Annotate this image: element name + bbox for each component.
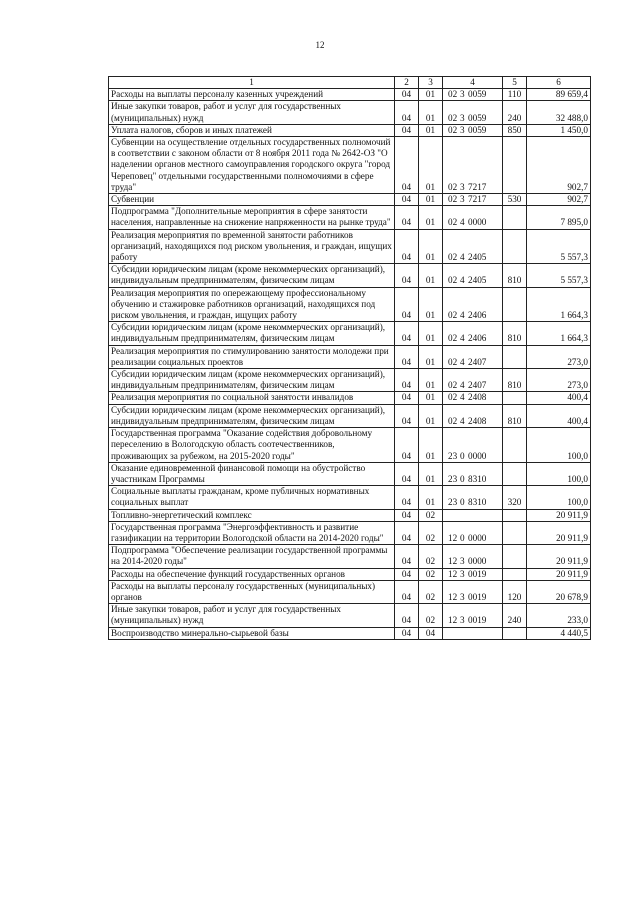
table-row — [109, 462, 591, 485]
subsection-cell: 02 — [419, 568, 443, 580]
target-article-part: 2406 — [468, 333, 487, 344]
table-row — [109, 521, 591, 544]
expense-type-cell: 110 — [503, 89, 527, 101]
table-row — [109, 486, 591, 509]
section-cell: 04 — [395, 322, 419, 345]
amount-cell: 233,0 — [527, 604, 591, 627]
section-cell: 04 — [395, 137, 419, 194]
target-article-part: 4 — [460, 275, 465, 286]
section-cell: 04 — [395, 345, 419, 368]
subsection-cell: 02 — [419, 580, 443, 603]
target-article-cell — [443, 369, 503, 392]
header-cell: 3 — [419, 77, 443, 89]
subsection-cell: 01 — [419, 101, 443, 124]
budget-table — [108, 76, 591, 640]
target-article-part: 0059 — [468, 89, 487, 100]
target-article-part: 0 — [460, 450, 465, 461]
item-name-cell: Реализация мероприятия по временной занятости работников организаций, находящихся под риском увольнения, и граждан, ищущих работу — [109, 229, 395, 264]
target-article-cell — [443, 462, 503, 485]
section-cell: 04 — [395, 392, 419, 404]
amount-cell: 5 557,3 — [527, 264, 591, 287]
table-row — [109, 509, 591, 521]
target-article-cell — [443, 264, 503, 287]
item-name-cell: Подпрограмма "Дополнительные мероприятия в сфере занятости населения, направленные на снижение напряженности на рынке труда" — [109, 206, 395, 229]
table-row — [109, 101, 591, 124]
target-article-part: 4 — [460, 392, 465, 403]
target-article-part: 2405 — [468, 275, 487, 286]
target-article-cell — [443, 521, 503, 544]
section-cell: 04 — [395, 486, 419, 509]
section-cell: 04 — [395, 627, 419, 639]
amount-cell: 902,7 — [527, 137, 591, 194]
item-name-cell: Расходы на выплаты персоналу государственных (муниципальных) органов — [109, 580, 395, 603]
target-article-part: 2408 — [468, 392, 487, 403]
section-cell: 04 — [395, 101, 419, 124]
expense-type-cell — [503, 137, 527, 194]
target-article-part: 2407 — [468, 356, 487, 367]
expense-type-cell: 240 — [503, 604, 527, 627]
section-cell: 04 — [395, 404, 419, 427]
target-article-part: 4 — [460, 415, 465, 426]
target-article-part: 0059 — [468, 124, 487, 135]
expense-type-cell — [503, 462, 527, 485]
amount-cell: 273,0 — [527, 369, 591, 392]
expense-type-cell — [503, 627, 527, 639]
expense-type-cell: 810 — [503, 404, 527, 427]
table-row — [109, 229, 591, 264]
table-header-row — [109, 77, 591, 89]
item-name-cell: Реализация мероприятия по стимулированию занятости молодежи при реализации социальных проектов — [109, 345, 395, 368]
target-article-part: 4 — [460, 252, 465, 263]
target-article-part: 12 — [448, 615, 458, 626]
amount-cell: 32 488,0 — [527, 101, 591, 124]
target-article-part: 0019 — [468, 615, 487, 626]
subsection-cell: 01 — [419, 229, 443, 264]
target-article-part: 3 — [460, 591, 465, 602]
header-cell: 5 — [503, 77, 527, 89]
subsection-cell: 01 — [419, 194, 443, 206]
target-article-part: 12 — [448, 591, 458, 602]
item-name-cell: Субвенции на осуществление отдельных государственных полномочий в соответствии с законом области от 8 ноября 2011 года № 2642-ОЗ "О наделении органов местного самоуправления городского округа "город Череповец" отдельными государственными полномочиями в сфере труда" — [109, 137, 395, 194]
expense-type-cell: 810 — [503, 264, 527, 287]
subsection-cell: 01 — [419, 486, 443, 509]
subsection-cell: 02 — [419, 604, 443, 627]
target-article-cell — [443, 137, 503, 194]
expense-type-cell — [503, 568, 527, 580]
table-row — [109, 194, 591, 206]
subsection-cell: 01 — [419, 404, 443, 427]
subsection-cell: 01 — [419, 264, 443, 287]
target-article-part: 0000 — [468, 217, 487, 228]
section-cell: 04 — [395, 428, 419, 463]
amount-cell: 400,4 — [527, 392, 591, 404]
target-article-part: 4 — [460, 380, 465, 391]
table-row — [109, 264, 591, 287]
target-article-cell — [443, 124, 503, 136]
target-article-part: 02 — [448, 333, 458, 344]
target-article-part: 0 — [460, 497, 465, 508]
item-name-cell: Субсидии юридическим лицам (кроме некоммерческих организаций), индивидуальным предпринимателям, физическим лицам — [109, 264, 395, 287]
target-article-cell — [443, 101, 503, 124]
target-article-part: 02 — [448, 380, 458, 391]
target-article-part: 12 — [448, 556, 458, 567]
section-cell: 04 — [395, 206, 419, 229]
amount-cell: 20 678,9 — [527, 580, 591, 603]
amount-cell: 100,0 — [527, 486, 591, 509]
expense-type-cell — [503, 206, 527, 229]
target-article-cell — [443, 428, 503, 463]
target-article-part: 02 — [448, 356, 458, 367]
item-name-cell: Подпрограмма "Обеспечение реализации государственной программы на 2014-2020 годы" — [109, 545, 395, 568]
table-row — [109, 137, 591, 194]
target-article-part: 3 — [460, 556, 465, 567]
expense-type-cell: 810 — [503, 322, 527, 345]
section-cell: 04 — [395, 580, 419, 603]
target-article-cell — [443, 604, 503, 627]
expense-type-cell: 810 — [503, 369, 527, 392]
target-article-cell — [443, 322, 503, 345]
target-article-part: 02 — [448, 112, 458, 123]
target-article-cell — [443, 545, 503, 568]
amount-cell: 20 911,9 — [527, 545, 591, 568]
amount-cell: 20 911,9 — [527, 521, 591, 544]
subsection-cell: 02 — [419, 509, 443, 521]
target-article-part: 02 — [448, 252, 458, 263]
subsection-cell: 01 — [419, 345, 443, 368]
item-name-cell: Субсидии юридическим лицам (кроме некоммерческих организаций), индивидуальным предпринимателям, физическим лицам — [109, 369, 395, 392]
item-name-cell: Воспроизводство минерально-сырьевой базы — [109, 627, 395, 639]
subsection-cell: 02 — [419, 521, 443, 544]
table-row — [109, 580, 591, 603]
subsection-cell: 01 — [419, 206, 443, 229]
target-article-part: 0 — [460, 473, 465, 484]
target-article-part: 23 — [448, 497, 458, 508]
target-article-part: 8310 — [468, 497, 487, 508]
expense-type-cell: 530 — [503, 194, 527, 206]
expense-type-cell — [503, 428, 527, 463]
target-article-part: 0019 — [468, 568, 487, 579]
item-name-cell: Расходы на обеспечение функций государственных органов — [109, 568, 395, 580]
table-body — [109, 77, 591, 640]
target-article-part: 3 — [460, 194, 465, 205]
item-name-cell: Субсидии юридическим лицам (кроме некоммерческих организаций), индивидуальным предпринимателям, физическим лицам — [109, 404, 395, 427]
target-article-cell — [443, 392, 503, 404]
subsection-cell: 01 — [419, 322, 443, 345]
amount-cell: 1 664,3 — [527, 287, 591, 322]
item-name-cell: Расходы на выплаты персоналу казенных учреждений — [109, 89, 395, 101]
section-cell: 04 — [395, 509, 419, 521]
item-name-cell: Топливно-энергетический комплекс — [109, 509, 395, 521]
subsection-cell: 01 — [419, 137, 443, 194]
expense-type-cell — [503, 509, 527, 521]
amount-cell: 100,0 — [527, 462, 591, 485]
target-article-part: 0000 — [468, 532, 487, 543]
item-name-cell: Уплата налогов, сборов и иных платежей — [109, 124, 395, 136]
target-article-part: 2407 — [468, 380, 487, 391]
table-row — [109, 428, 591, 463]
subsection-cell: 01 — [419, 462, 443, 485]
subsection-cell: 01 — [419, 369, 443, 392]
amount-cell: 902,7 — [527, 194, 591, 206]
item-name-cell: Иные закупки товаров, работ и услуг для государственных (муниципальных) нужд — [109, 604, 395, 627]
amount-cell: 1 450,0 — [527, 124, 591, 136]
target-article-part: 02 — [448, 310, 458, 321]
section-cell: 04 — [395, 229, 419, 264]
header-cell: 2 — [395, 77, 419, 89]
expense-type-cell — [503, 545, 527, 568]
amount-cell: 7 895,0 — [527, 206, 591, 229]
target-article-part: 02 — [448, 275, 458, 286]
table-row — [109, 392, 591, 404]
target-article-part: 23 — [448, 450, 458, 461]
target-article-part: 02 — [448, 217, 458, 228]
target-article-part: 4 — [460, 217, 465, 228]
section-cell: 04 — [395, 89, 419, 101]
target-article-part: 4 — [460, 356, 465, 367]
item-name-cell: Реализация мероприятия по социальной занятости инвалидов — [109, 392, 395, 404]
amount-cell: 400,4 — [527, 404, 591, 427]
table-row — [109, 124, 591, 136]
section-cell: 04 — [395, 545, 419, 568]
section-cell: 04 — [395, 604, 419, 627]
section-cell: 04 — [395, 287, 419, 322]
expense-type-cell: 320 — [503, 486, 527, 509]
target-article-cell — [443, 568, 503, 580]
subsection-cell: 01 — [419, 392, 443, 404]
target-article-cell — [443, 627, 503, 639]
amount-cell: 89 659,4 — [527, 89, 591, 101]
target-article-cell — [443, 404, 503, 427]
table-row — [109, 345, 591, 368]
target-article-part: 2405 — [468, 252, 487, 263]
header-cell: 4 — [443, 77, 503, 89]
target-article-part: 7217 — [468, 194, 487, 205]
target-article-part: 3 — [460, 124, 465, 135]
subsection-cell: 02 — [419, 545, 443, 568]
target-article-cell — [443, 287, 503, 322]
section-cell: 04 — [395, 264, 419, 287]
amount-cell: 20 911,9 — [527, 568, 591, 580]
item-name-cell: Субсидии юридическим лицам (кроме некоммерческих организаций), индивидуальным предпринимателям, физическим лицам — [109, 322, 395, 345]
target-article-part: 02 — [448, 124, 458, 135]
header-cell: 1 — [109, 77, 395, 89]
target-article-part: 3 — [460, 112, 465, 123]
expense-type-cell — [503, 521, 527, 544]
target-article-cell — [443, 229, 503, 264]
target-article-part: 0059 — [468, 112, 487, 123]
expense-type-cell — [503, 392, 527, 404]
item-name-cell: Оказание единовременной финансовой помощи на обустройство участникам Программы — [109, 462, 395, 485]
target-article-part: 12 — [448, 532, 458, 543]
amount-cell: 100,0 — [527, 428, 591, 463]
target-article-part: 02 — [448, 89, 458, 100]
table-row — [109, 89, 591, 101]
item-name-cell: Иные закупки товаров, работ и услуг для государственных (муниципальных) нужд — [109, 101, 395, 124]
amount-cell: 5 557,3 — [527, 229, 591, 264]
target-article-part: 7217 — [468, 181, 487, 192]
target-article-part: 02 — [448, 181, 458, 192]
item-name-cell: Социальные выплаты гражданам, кроме публичных нормативных социальных выплат — [109, 486, 395, 509]
target-article-part: 4 — [460, 333, 465, 344]
target-article-cell — [443, 345, 503, 368]
target-article-cell — [443, 509, 503, 521]
target-article-part: 02 — [448, 392, 458, 403]
expense-type-cell: 850 — [503, 124, 527, 136]
table-row — [109, 604, 591, 627]
target-article-part: 0 — [460, 532, 465, 543]
target-article-part: 12 — [448, 568, 458, 579]
subsection-cell: 01 — [419, 124, 443, 136]
target-article-part: 02 — [448, 194, 458, 205]
table-row — [109, 206, 591, 229]
target-article-part: 3 — [460, 568, 465, 579]
item-name-cell: Реализация мероприятия по опережающему профессиональному обучению и стажировке работников организаций, находящихся под риском увольнения, и граждан, ищущих работу — [109, 287, 395, 322]
target-article-part: 02 — [448, 415, 458, 426]
target-article-part: 3 — [460, 181, 465, 192]
section-cell: 04 — [395, 369, 419, 392]
subsection-cell: 01 — [419, 89, 443, 101]
target-article-cell — [443, 194, 503, 206]
header-cell: 6 — [527, 77, 591, 89]
expense-type-cell — [503, 287, 527, 322]
item-name-cell: Субвенции — [109, 194, 395, 206]
target-article-part: 0000 — [468, 556, 487, 567]
table-row — [109, 322, 591, 345]
target-article-part: 8310 — [468, 473, 487, 484]
target-article-part: 3 — [460, 615, 465, 626]
target-article-part: 0000 — [468, 450, 487, 461]
target-article-cell — [443, 580, 503, 603]
subsection-cell: 01 — [419, 287, 443, 322]
expense-type-cell: 240 — [503, 101, 527, 124]
amount-cell: 20 911,9 — [527, 509, 591, 521]
expense-type-cell — [503, 345, 527, 368]
page-number: 12 — [315, 40, 325, 50]
table-row — [109, 627, 591, 639]
expense-type-cell: 120 — [503, 580, 527, 603]
target-article-cell — [443, 206, 503, 229]
subsection-cell: 04 — [419, 627, 443, 639]
section-cell: 04 — [395, 521, 419, 544]
table-row — [109, 404, 591, 427]
item-name-cell: Государственная программа "Оказание содействия добровольному переселению в Вологодскую область соотечественников, проживающих за рубежом, на 2015-2020 годы" — [109, 428, 395, 463]
target-article-part: 2406 — [468, 310, 487, 321]
amount-cell: 1 664,3 — [527, 322, 591, 345]
target-article-part: 23 — [448, 473, 458, 484]
subsection-cell: 01 — [419, 428, 443, 463]
section-cell: 04 — [395, 568, 419, 580]
table-row — [109, 369, 591, 392]
section-cell: 04 — [395, 124, 419, 136]
table-row — [109, 287, 591, 322]
expense-type-cell — [503, 229, 527, 264]
amount-cell: 273,0 — [527, 345, 591, 368]
target-article-cell — [443, 486, 503, 509]
table-row — [109, 568, 591, 580]
section-cell: 04 — [395, 462, 419, 485]
item-name-cell: Государственная программа "Энергоэффективность и развитие газификации на территории Вологодской области на 2014-2020 годы" — [109, 521, 395, 544]
target-article-part: 0019 — [468, 591, 487, 602]
table-row — [109, 545, 591, 568]
section-cell: 04 — [395, 194, 419, 206]
target-article-cell — [443, 89, 503, 101]
amount-cell: 4 440,5 — [527, 627, 591, 639]
target-article-part: 4 — [460, 310, 465, 321]
target-article-part: 3 — [460, 89, 465, 100]
target-article-part: 2408 — [468, 415, 487, 426]
